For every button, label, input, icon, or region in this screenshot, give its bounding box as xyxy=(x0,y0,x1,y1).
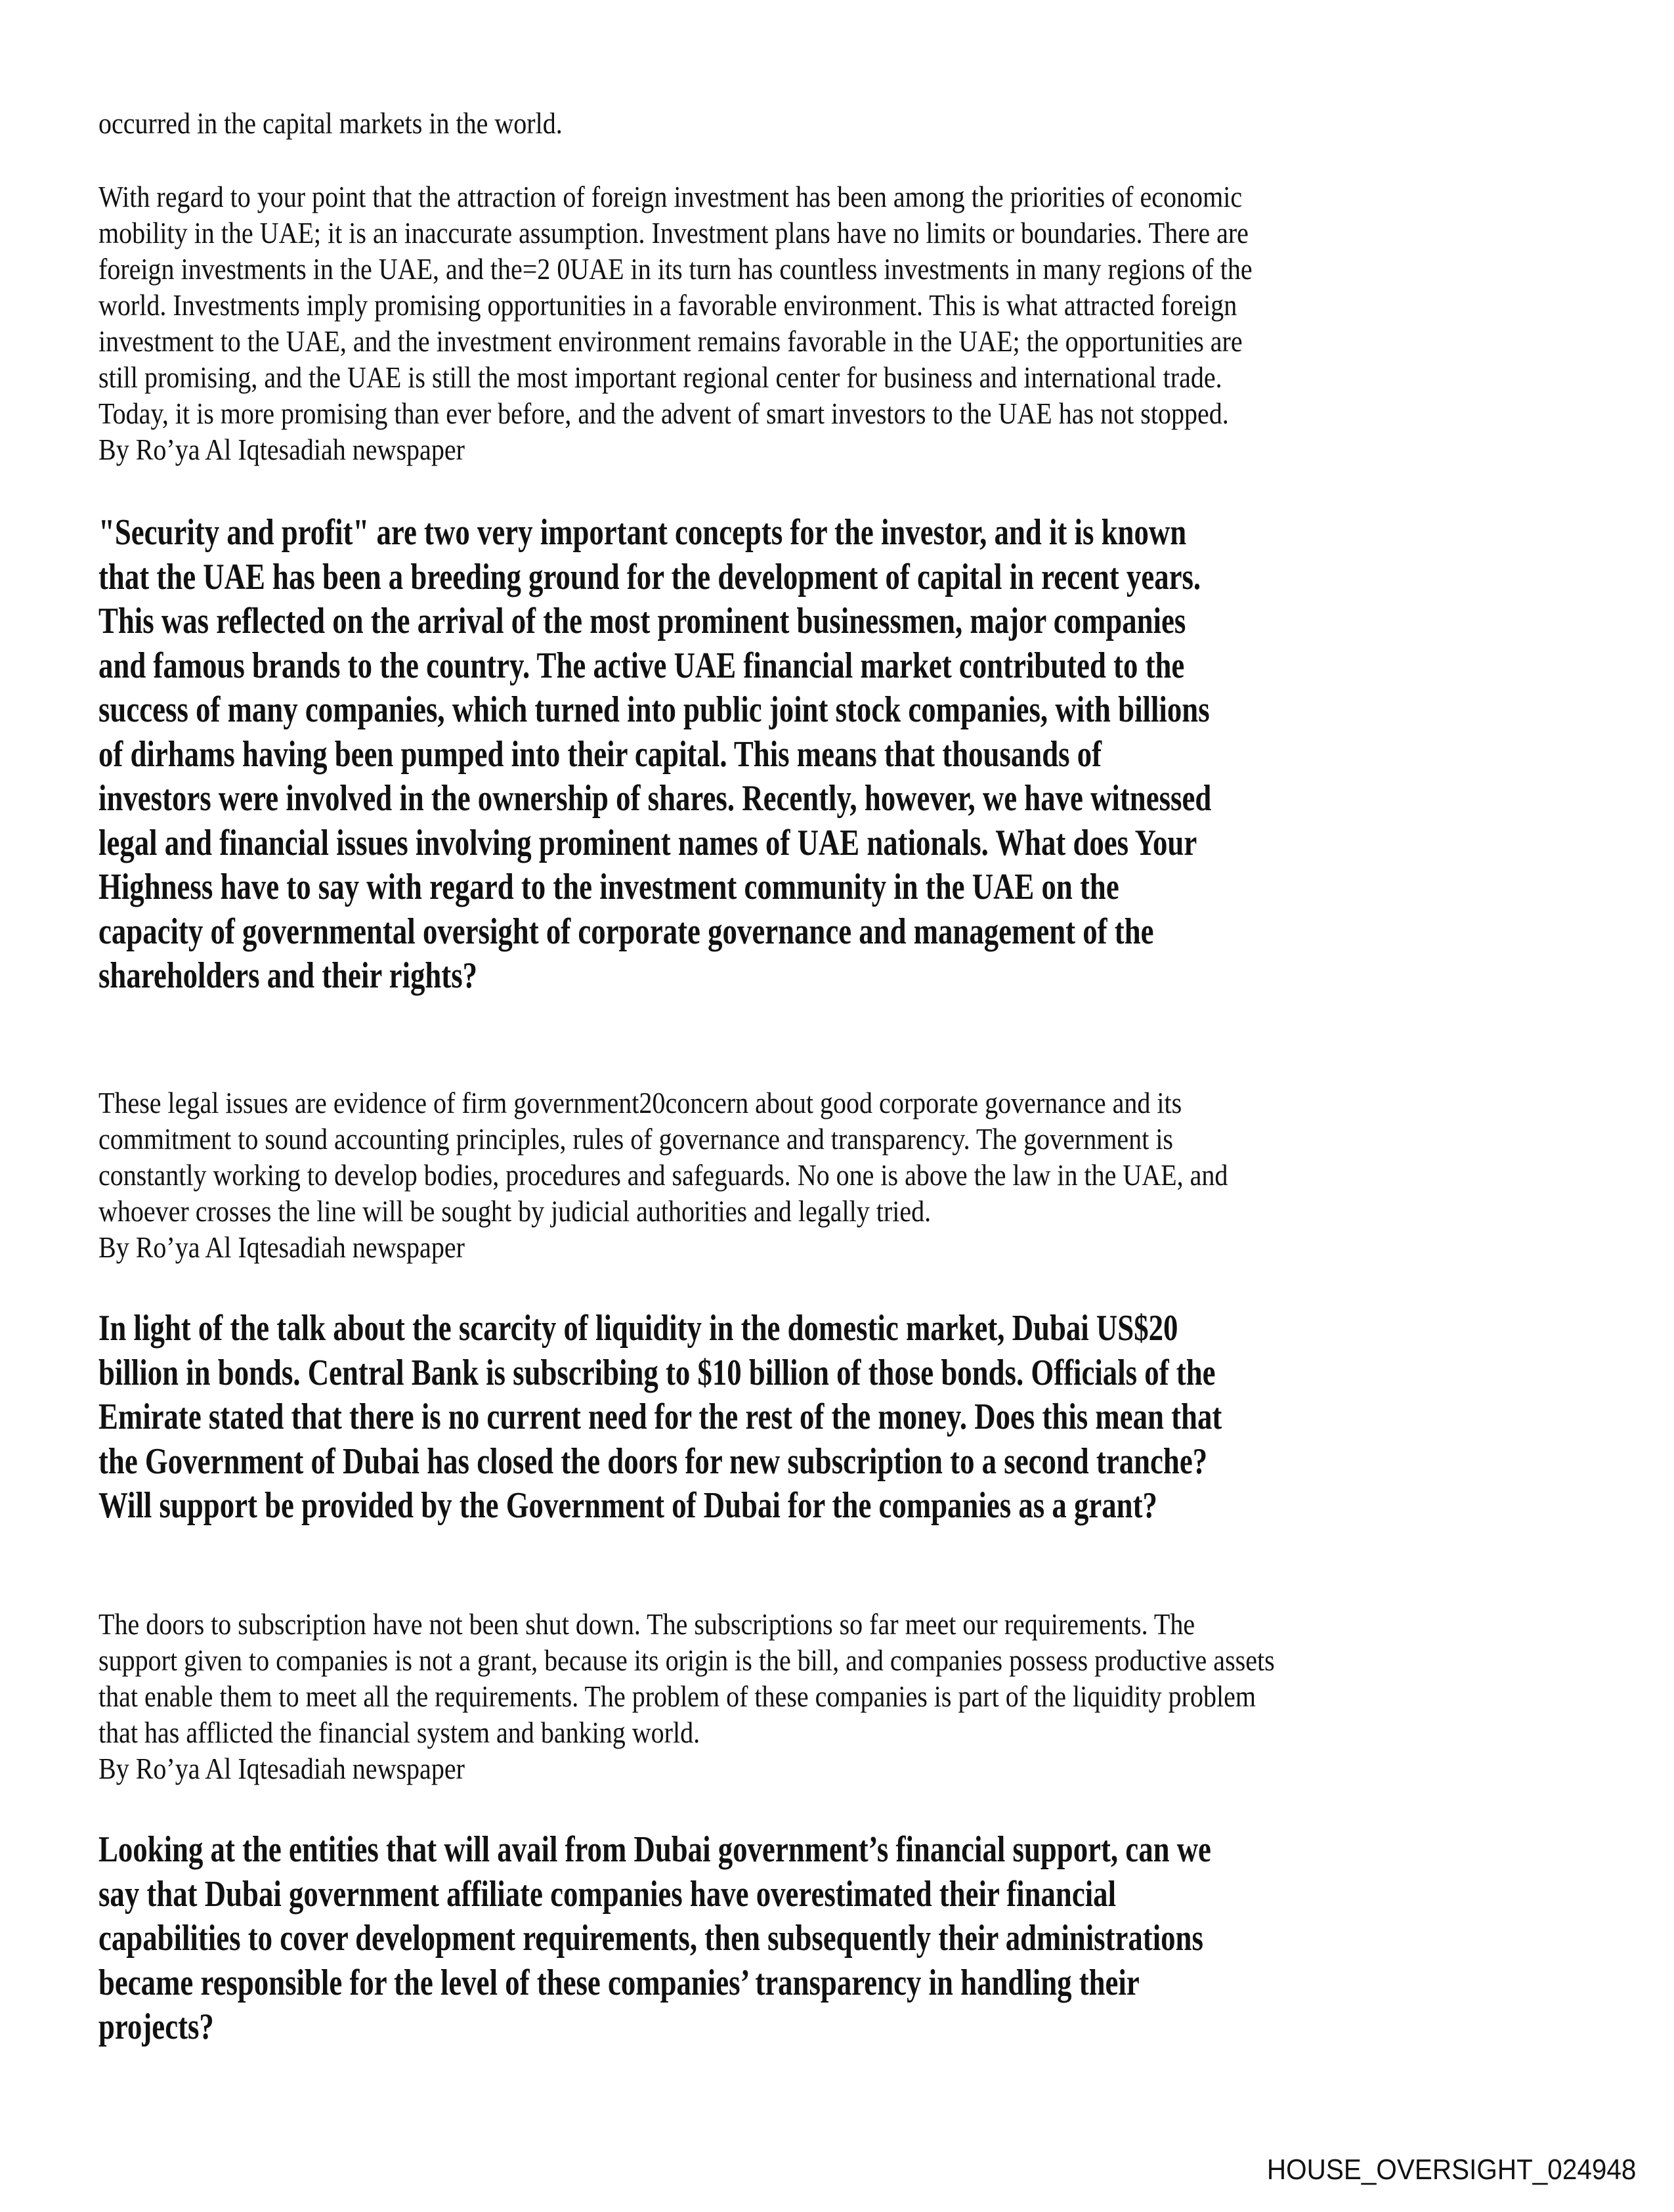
text-line: constantly working to develop bodies, procedures and safeguards. No one is above the law in the UAE, and xyxy=(98,1158,1228,1192)
text-line: investment to the UAE, and the investment environment remains favorable in the UAE; the opportunities are xyxy=(98,324,1243,358)
text-line: billion in bonds. Central Bank is subscribing to $10 billion of those bonds. Officials of the xyxy=(98,1352,1216,1393)
byline: By Ro’ya Al Iqtesadiah newspaper xyxy=(98,433,465,466)
text-line: This was reflected on the arrival of the most prominent businessmen, major companies xyxy=(98,601,1186,641)
text-line: that the UAE has been a breeding ground for the development of capital in recent years. xyxy=(98,556,1201,597)
text-line: success of many companies, which turned into public joint stock companies, with billions xyxy=(98,689,1210,730)
text-line: foreign investments in the UAE, and the=2 0UAE in its turn has countless investments in many regions of the xyxy=(98,252,1253,286)
text-line: The doors to subscription have not been shut down. The subscriptions so far meet our requirements. The xyxy=(98,1607,1195,1641)
text-line: became responsible for the level of these companies’ transparency in handling their xyxy=(98,1962,1140,2003)
text-line: whoever crosses the line will be sought by judicial authorities and legally tried. xyxy=(98,1194,932,1228)
text-line: "Security and profit" are two very important concepts for the investor, and it is known xyxy=(98,512,1187,553)
question-paragraph-3 xyxy=(98,1307,1582,1529)
answer-paragraph-3 xyxy=(98,1606,1582,1787)
text-line: and famous brands to the country. The active UAE financial market contributed to the xyxy=(98,645,1185,686)
question-paragraph-2 xyxy=(98,511,1582,999)
text-line: support given to companies is not a grant, because its origin is the bill, and companies possess productive assets xyxy=(98,1643,1275,1677)
text-line: projects? xyxy=(98,2006,214,2047)
text-line: Emirate stated that there is no current need for the rest of the money. Does this mean that xyxy=(98,1397,1222,1437)
text-line: that enable them to meet all the requirements. The problem of these companies is part of the liquidity problem xyxy=(98,1680,1256,1713)
text-line: legal and financial issues involving prominent names of UAE nationals. What does Your xyxy=(98,822,1197,863)
text-line: say that Dubai government affiliate companies have overestimated their financial xyxy=(98,1873,1117,1915)
text-line: Today, it is more promising than ever before, and the advent of smart investors to the UAE has not stopped. xyxy=(98,397,1229,430)
text-line: the Government of Dubai has closed the doors for new subscription to a second tranche? xyxy=(98,1441,1208,1482)
continuation-paragraph xyxy=(98,105,1582,141)
text-line: mobility in the UAE; it is an inaccurate assumption. Investment plans have no limits or boundaries. There are xyxy=(98,216,1249,249)
text-line: In light of the talk about the scarcity of liquidity in the domestic market, Dubai US$20 xyxy=(98,1308,1178,1349)
text-line: Looking at the entities that will avail from Dubai government’s financial support, can we xyxy=(98,1829,1211,1870)
text-line: Highness have to say with regard to the investment community in the UAE on the xyxy=(98,867,1119,907)
text-line: commitment to sound accounting principles, rules of governance and transparency. The government is xyxy=(98,1122,1174,1156)
text-line: Will support be provided by the Government of Dubai for the companies as a grant? xyxy=(98,1485,1157,1526)
text-line: world. Investments imply promising opportunities in a favorable environment. This is what attracted foreign xyxy=(98,288,1237,322)
text-line: still promising, and the UAE is still the most important regional center for business and international trade. xyxy=(98,360,1222,394)
text-line: shareholders and their rights? xyxy=(98,955,478,996)
text-line: investors were involved in the ownership of shares. Recently, however, we have witnessed xyxy=(98,778,1212,819)
text-line: occurred in the capital markets in the world. xyxy=(98,106,563,140)
text-line: capacity of governmental oversight of corporate governance and management of the xyxy=(98,911,1154,952)
byline: By Ro’ya Al Iqtesadiah newspaper xyxy=(98,1230,465,1264)
byline: By Ro’ya Al Iqtesadiah newspaper xyxy=(98,1752,465,1785)
text-line: These legal issues are evidence of firm government20concern about good corporate governance and its xyxy=(98,1086,1182,1119)
bates-number: HOUSE_OVERSIGHT_024948 xyxy=(1266,2154,1636,2186)
question-paragraph-4 xyxy=(98,1828,1582,2050)
text-line: that has afflicted the financial system and banking world. xyxy=(98,1716,700,1749)
answer-paragraph-2 xyxy=(98,1085,1582,1265)
text-line: of dirhams having been pumped into their capital. This means that thousands of xyxy=(98,733,1102,775)
text-line: With regard to your point that the attraction of foreign investment has been among the priorities of economic xyxy=(98,180,1243,213)
text-line: capabilities to cover development requirements, then subsequently their administrations xyxy=(98,1918,1203,1959)
answer-paragraph-1 xyxy=(98,179,1582,467)
